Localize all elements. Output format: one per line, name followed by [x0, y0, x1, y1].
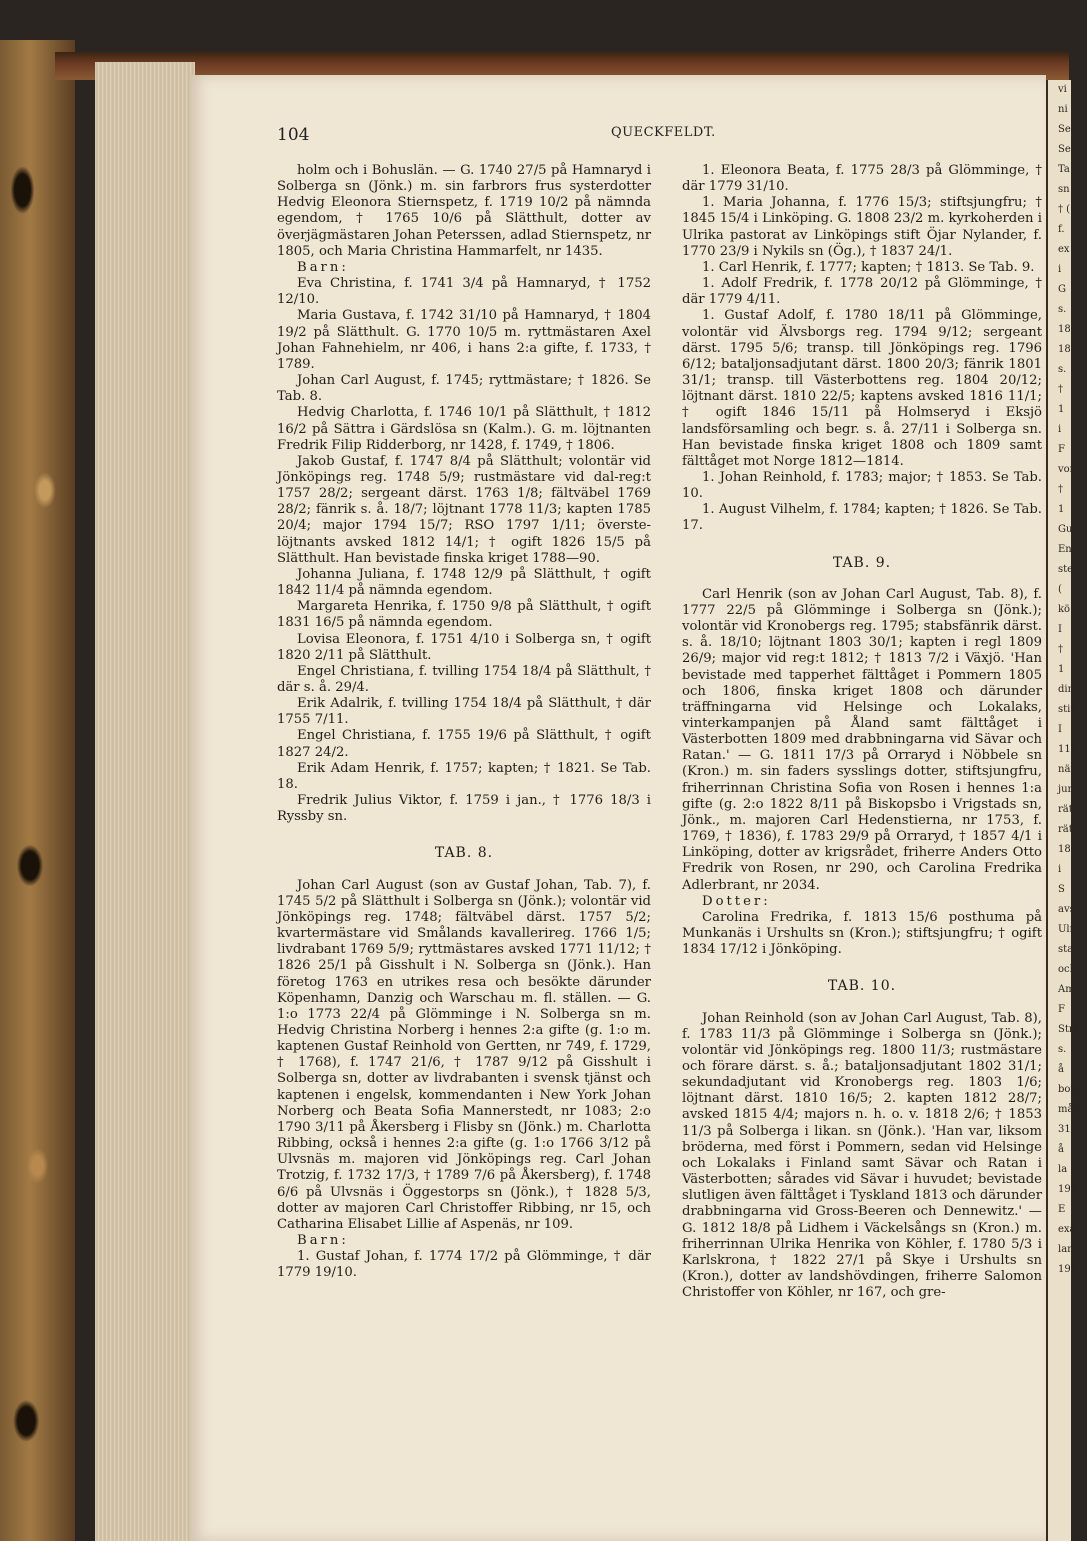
genealogy-entry: Engel Christiana, f. 1755 19/6 på Slätthult, † ogift 1827 24/2. — [277, 728, 651, 760]
next-page-fragment: din — [1058, 684, 1075, 695]
left-column — [277, 163, 651, 1281]
running-title: QUECKFELDT. — [611, 125, 716, 140]
next-page-fragment: exa — [1058, 1224, 1076, 1235]
next-page-fragment: Gu — [1058, 524, 1073, 535]
next-page-fragment: rätt — [1058, 824, 1077, 835]
next-page-fragment: i G — [1058, 264, 1066, 295]
genealogy-entry: Carolina Fredrika, f. 1813 15/6 posthuma på Munkanäs i Urshults sn (Kron.); stiftsjungfru; † ogift 1834 17/12 i Jönköping. — [682, 909, 1042, 958]
next-page-fragment: stif — [1058, 704, 1075, 715]
genealogy-entry: Lovisa Eleonora, f. 1751 4/10 i Solberga sn, † ogift 1820 2/11 på Slätthult. — [277, 631, 651, 663]
book-binding — [0, 40, 75, 1541]
next-page-fragment: ex — [1058, 244, 1070, 255]
table-heading: TAB. 10. — [827, 978, 897, 995]
next-page-fragment: s. — [1058, 304, 1067, 315]
next-page-fragment: Se — [1058, 144, 1071, 155]
next-page-fragment: vor — [1058, 464, 1075, 475]
right-column — [682, 163, 1042, 1301]
next-page-fragment: I — [1058, 724, 1062, 735]
next-page-fragment: † ( — [1058, 204, 1071, 215]
next-page-fragment: 18 — [1058, 344, 1071, 355]
table-heading: TAB. 8. — [434, 845, 494, 862]
genealogy-entry: holm och i Bohuslän. — G. 1740 27/5 på Hamnaryd i Solberga sn (Jönk.) m. sin farbrors frus systerdotter Hedvig Eleonora Stiernspetz, f. 1719 10/2 på nämnda egendom, † 1765 10/6 på Slätthult, dotter av överjägmästaren Johan Peterssen, adlad Stiernspetz, nr 1805, och Maria Christina Hammarfelt, nr 1435. — [277, 163, 651, 259]
genealogy-entry: Margareta Henrika, f. 1750 9/8 på Slätthult, † ogift 1831 16/5 på nämnda egendom. — [277, 599, 651, 631]
next-page-fragment: i S — [1058, 864, 1065, 895]
genealogy-entry: Hedvig Charlotta, f. 1746 10/1 på Slätthult, † 1812 16/2 på Sättra i Gärdslösa sn (Kalm.). G. m. löjtnanten Fredrik Filip Ridderborg, nr 1428, f. 1749, † 1806. — [277, 405, 651, 453]
genealogy-entry: Carl Henrik (son av Johan Carl August, Tab. 8), f. 1777 22/5 på Glömminge i Solberga sn (Jönk.); volontär vid Kronobergs reg. 1795; stabsfänrik därst. s. å. 18/10; löjtnant 1803 30/1; kapten i regl 1809 26/9; major vid reg:t 1812; † 1813 7/2 i Växjö. 'Han bevistade med tapperhet fälttåget i Pommern 1805 och 1806, finska kriget 1808 och därunder träffningarna vid Helsinge och Lokalaks, vinterkampanjen på Åland samt fälttåget i Västerbotten 1809 med drabbningarna vid Sävar och Ratan.' — G. 1811 17/3 på Orraryd i Nöbbele sn (Kron.) m. sin faders sysslings dotter, stiftsjungfru, friherrinnan Christina Sofia von Rosen i hennes 1:a gifte (g. 2:o 1822 8/11 på Biskopsbo i Vrigstads sn, Jönk., m. majoren Carl Hedenstierna, nr 1753, f. 1769, † 1836), f. 1783 29/9 på Orraryd, † 1857 4/1 i Linköping, dotter av krigsrådet, friherre Anders Otto Fredrik von Rosen, nr 290, och Carolina Fredrika Adlerbrant, nr 2034. — [682, 586, 1042, 893]
next-page-fragment: stac — [1058, 944, 1079, 955]
next-page-fragment: och — [1058, 964, 1077, 975]
children-label: Barn: — [297, 1233, 349, 1248]
next-page-fragment: 11) — [1058, 744, 1075, 755]
genealogy-entry: 1. Maria Johanna, f. 1776 15/3; stiftsjungfru; † 1845 15/4 i Linköping. G. 1808 23/2 m. kyrkoherden i Ulrika pastorat av Linköpings stift Öjar Nylander, f. 1770 23/9 i Nykils sn (Ög.), † 1837 24/1. — [682, 195, 1042, 259]
next-page-fragment: rätt — [1058, 804, 1077, 815]
genealogy-entry: Johanna Juliana, f. 1748 12/9 på Slätthult, † ogift 1842 11/4 på nämnda egendom. — [277, 566, 651, 599]
next-page-fragment: I — [1058, 624, 1062, 635]
next-page-fragment: s. — [1058, 364, 1067, 375]
next-page-fragment: ste — [1058, 564, 1074, 575]
genealogy-entry: Johan Carl August (son av Gustaf Johan, Tab. 7), f. 1745 5/2 på Slätthult i Solberga sn (Jönk.); volontär vid Jönköpings reg. 1748; fältväbel därst. 1757 5/2; kvartermästare vid Smålands kavallerireg. 1766 1/5; livdrabant 1769 5/9; ryttmästares avsked 1771 11/12; † 1826 25/1 på Gisshult i N. Solberga sn (Jönk.). Han företog 1763 en utrikes resa och besökte därunder Köpenhamn, Danzig och Warschau m. fl. ställen. — G. 1:o 1773 22/4 på Glömminge i N. Solberga sn m. Hedvig Christina Norberg i hennes 2:a gifte (g. 1:o m. kaptenen Gustaf Reinhold von Gertten, nr 749, f. 1729, † 1768), f. 1747 21/6, † 1787 9/12 på Gisshult i Solberga sn, dotter av livdrabanten i svensk tjänst och kaptenen i engelsk, kommendanten i New York Johan Norberg och Beata Sofia Mannerstedt, nr 1083; 2:o 1790 3/11 på Åkersberg i Flisby sn (Jönk.) m. Charlotta Ribbing, också i hennes 2:a gifte (g. 1:o 1766 3/12 på Ulvsnäs m. majoren vid Jönköpings reg. Carl Johan Trotzig, f. 1732 17/3, † 1789 7/6 på Åkersberg), f. 1748 6/6 på Ulvsnäs i Öggestorps sn (Jönk.), † 1828 5/3, dotter av majoren Carl Christoffer Ribbing, nr 15, och Catharina Elisabet Lillie af Aspenäs, nr 109. — [277, 877, 651, 1232]
next-page-fragment: sn — [1058, 184, 1070, 195]
next-page-fragment: 192 — [1058, 1184, 1078, 1195]
next-page-fragment: vi — [1058, 84, 1067, 95]
next-page-fragment: borg — [1058, 1084, 1082, 1095]
next-page-fragment: 31/12 — [1058, 1124, 1087, 1135]
genealogy-entry: Erik Adalrik, f. tvilling 1754 18/4 på Slätthult, † där 1755 7/11. — [277, 696, 651, 728]
next-page-fragment: F — [1058, 1004, 1065, 1015]
genealogy-entry: Jakob Gustaf, f. 1747 8/4 på Slätthult; volontär vid Jönköpings reg. 1748 5/9; rustmästare vid dal-reg:t 1757 28/2; sergeant därst. 1763 1/8; fältväbel 1769 28/2; fänrik s. å. 18/7; löjtnant 1778 11/3; kapten 1785 20/4; major 1794 15/7; RSO 1797 1/11; överste-löjtnants avsked 1812 14/1; † ogift 1826 15/5 på Slätthult. Han bevistade finska kriget 1788—90. — [277, 453, 651, 566]
next-page-fragment: f. — [1058, 224, 1065, 235]
table-heading: TAB. 9. — [832, 554, 892, 571]
genealogy-entry: Johan Reinhold (son av Johan Carl August, Tab. 8), f. 1783 11/3 på Glömminge i Solberga sn (Jönk.); volontär vid Jönköpings reg. 1800 11/3; rustmästare och förare därst. s. å.; bataljonsadjutant 1802 31/1; sekundadjutant vid Kronobergs reg. 1803 1/6; löjtnant därst. 1810 16/5; 2. kapten 1812 28/7; avsked 1815 4/4; majors n. h. o. v. 1818 2/6; † 1853 11/3 på Solberga i likan. sn (Jönk.). 'Han var, liksom bröderna, med först i Pommern, sedan vid Helsinge och Lokalaks i Finland samt Sävar och Ratan i Västerbotten; sårades vid Sävar i huvudet; bevistade slutligen även fälttåget i Tyskland 1813 och därunder drabbningarna vid Gross-Beeren och Dennewitz.' — G. 1812 18/8 på Lidhem i Väckelsångs sn (Kron.) m. friherrinnan Ulrika Henrika von Köhler, f. 1780 5/3 i Karlskrona, † 1822 27/1 på Skye i Urshults sn (Kron.), dotter av landshövdingen, friherre Salomon Christoffer von Köhler, nr 167, och gre- — [682, 1010, 1042, 1301]
next-page-fragment: när — [1058, 764, 1076, 775]
next-page-fragment: Strä — [1058, 1024, 1080, 1035]
next-page-fragment: i F — [1058, 424, 1065, 455]
next-page-fragment: s. å — [1058, 1044, 1067, 1075]
next-page-fragment: 188 — [1058, 844, 1078, 855]
genealogy-entry: Engel Christiana, f. tvilling 1754 18/4 på Slätthult, † där s. å. 29/4. — [277, 663, 651, 695]
next-page-fragment: å la — [1058, 1144, 1068, 1175]
next-page-fragment: Am — [1058, 984, 1075, 995]
next-page-fragment: 191 — [1058, 1264, 1078, 1275]
genealogy-entry: Erik Adam Henrik, f. 1757; kapten; † 1821. Se Tab. 18. — [277, 760, 651, 792]
genealogy-entry: 1. Adolf Fredrik, f. 1778 20/12 på Glömminge, † där 1779 4/11. — [682, 276, 1042, 308]
genealogy-entry: Maria Gustava, f. 1742 31/10 på Hamnaryd, † 1804 19/2 på Slätthult. G. 1770 10/5 m. ryttmästaren Axel Johan Fahnehielm, nr 406, i hans 2:a gifte, f. 1733, † 1789. — [277, 308, 651, 372]
genealogy-entry: 1. Carl Henrik, f. 1777; kapten; † 1813. Se Tab. 9. — [702, 259, 1035, 275]
next-page-fragment: ni — [1058, 104, 1068, 115]
children-label: Barn: — [297, 259, 349, 275]
genealogy-entry: Eva Christina, f. 1741 3/4 på Hamnaryd, † 1752 12/10. — [277, 276, 651, 308]
next-page-fragment: kö — [1058, 604, 1071, 615]
page-stack-edges — [95, 62, 195, 1541]
next-page-fragment: 18 — [1058, 324, 1071, 335]
page-number: 104 — [277, 125, 310, 145]
next-page-fragment: mår — [1058, 1104, 1079, 1115]
next-page-fragment: Se — [1058, 124, 1071, 135]
next-page-fragment: ( — [1058, 584, 1062, 595]
next-page-fragment: En — [1058, 544, 1072, 555]
genealogy-entry: Fredrik Julius Viktor, f. 1759 i jan., † 1776 18/3 i Ryssby sn. — [277, 793, 651, 825]
next-page-fragment: Ta — [1058, 164, 1070, 175]
next-page-fragment: Ulr — [1058, 924, 1075, 935]
genealogy-entry: 1. August Vilhelm, f. 1784; kapten; † 1826. Se Tab. 17. — [682, 502, 1042, 534]
next-page-fragment: † 1 — [1058, 384, 1065, 415]
next-page-fragment: jur. — [1058, 784, 1075, 795]
genealogy-entry: 1. Gustaf Johan, f. 1774 17/2 på Glömminge, † där 1779 19/10. — [277, 1249, 651, 1281]
genealogy-entry: 1. Johan Reinhold, f. 1783; major; † 1853. Se Tab. 10. — [682, 469, 1042, 502]
next-page-edge — [1046, 80, 1087, 1541]
children-label: Dotter: — [702, 893, 771, 909]
next-page-fragment: † 1 — [1058, 484, 1065, 515]
genealogy-entry: 1. Eleonora Beata, f. 1775 28/3 på Glömminge, † där 1779 31/10. — [682, 163, 1042, 195]
next-page-fragment: E — [1058, 1204, 1066, 1215]
next-page-fragment: † 1 — [1058, 644, 1065, 675]
next-page-fragment: lan — [1058, 1244, 1074, 1255]
next-page-fragment: avs — [1058, 904, 1075, 915]
genealogy-entry: 1. Gustaf Adolf, f. 1780 18/11 på Glömminge, volontär vid Älvsborgs reg. 1794 9/12; sergeant därst. 1795 5/6; transp. till Jönköpings reg. 1796 6/12; bataljonsadjutant därst. 1800 20/3; fänrik 1801 31/1; transp. till Västerbottens reg. 1804 20/12; löjtnant därst. 1810 22/5; kaptens avsked 1816 11/1; † ogift 1846 15/11 på Holmseryd i Eksjö landsförsamling och begr. s. å. 27/11 i Solberga sn. Han bevistade finska kriget 1808 och 1809 samt fälttåget mot Norge 1812—1814. — [682, 308, 1042, 469]
genealogy-entry: Johan Carl August, f. 1745; ryttmästare; † 1826. Se Tab. 8. — [277, 373, 651, 405]
